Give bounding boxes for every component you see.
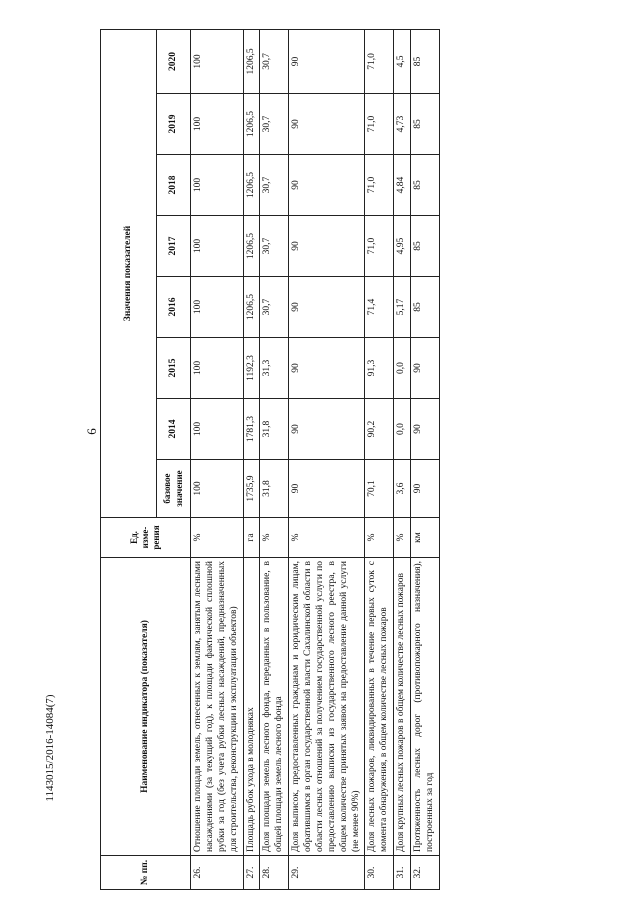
year-value-cell: 71,0 xyxy=(365,155,394,216)
year-value-cell: 1192,3 xyxy=(243,338,260,399)
year-value-cell: 4,5 xyxy=(394,29,411,93)
row-number: 26. xyxy=(191,856,244,890)
header-year: 2017 xyxy=(157,216,191,277)
year-value-cell: 100 xyxy=(191,216,244,277)
year-value-cell: 71,0 xyxy=(365,216,394,277)
year-value-cell: 30,7 xyxy=(260,155,289,216)
year-value-cell: 90 xyxy=(289,399,365,460)
year-value-cell: 85 xyxy=(411,216,440,277)
document-footer: 1143015/2016-14084(7) xyxy=(44,694,56,802)
year-value-cell: 30,7 xyxy=(260,277,289,338)
indicators-table xyxy=(100,29,440,890)
table-row xyxy=(260,29,289,889)
year-value-cell: 100 xyxy=(191,399,244,460)
row-number: 31. xyxy=(394,856,411,890)
year-value-cell: 31,3 xyxy=(260,338,289,399)
year-value-cell: 1206,5 xyxy=(243,29,260,93)
indicator-name: Доля крупных лесных пожаров в общем количестве лесных пожаров xyxy=(394,558,411,856)
table-row xyxy=(365,29,394,889)
unit-cell: % xyxy=(394,518,411,558)
indicator-name: Протяженность лесных дорог (противопожарного назначения), построенных за год xyxy=(411,558,440,856)
year-value-cell: 85 xyxy=(411,155,440,216)
table-row xyxy=(394,29,411,889)
year-value-cell: 1781,3 xyxy=(243,399,260,460)
base-value-cell: 100 xyxy=(191,460,244,518)
unit-cell: % xyxy=(191,518,244,558)
year-value-cell: 30,7 xyxy=(260,94,289,155)
year-value-cell: 100 xyxy=(191,277,244,338)
header-year: 2020 xyxy=(157,29,191,93)
year-value-cell: 91,3 xyxy=(365,338,394,399)
indicator-name: Доля лесных пожаров, ликвидированных в течение первых суток с момента обнаружения, в общем количестве лесных пожаров xyxy=(365,558,394,856)
year-value-cell: 85 xyxy=(411,94,440,155)
unit-cell: га xyxy=(243,518,260,558)
year-value-cell: 1206,5 xyxy=(243,155,260,216)
year-value-cell: 1206,5 xyxy=(243,277,260,338)
year-value-cell: 90 xyxy=(289,94,365,155)
year-value-cell: 4,73 xyxy=(394,94,411,155)
header-unit: Ед. изме- рения xyxy=(101,518,191,558)
indicator-name: Отношение площади земель, отнесенных к землям, занятым лесными насаждениями (за текущий год), к площади фактической сплошной рубки за год (без учета рубки лесных насаждений, предназначенных для строительства, реконструкции и эксплуатации объектов) xyxy=(191,558,244,856)
row-number: 32. xyxy=(411,856,440,890)
header-year: 2014 xyxy=(157,399,191,460)
year-value-cell: 85 xyxy=(411,277,440,338)
base-value-cell: 90 xyxy=(289,460,365,518)
year-value-cell: 1206,5 xyxy=(243,216,260,277)
row-number: 29. xyxy=(289,856,365,890)
year-value-cell: 100 xyxy=(191,338,244,399)
year-value-cell: 90 xyxy=(289,338,365,399)
unit-cell: км xyxy=(411,518,440,558)
table-row xyxy=(411,29,440,889)
header-year: 2015 xyxy=(157,338,191,399)
year-value-cell: 100 xyxy=(191,29,244,93)
year-value-cell: 30,7 xyxy=(260,216,289,277)
year-value-cell: 90 xyxy=(289,29,365,93)
header-no: № пп. xyxy=(101,856,191,890)
header-name: Наименование индикатора (показателя) xyxy=(101,558,191,856)
base-value-cell: 70,1 xyxy=(365,460,394,518)
header-base: базовое значение xyxy=(157,460,191,518)
year-value-cell: 4,95 xyxy=(394,216,411,277)
unit-cell: % xyxy=(260,518,289,558)
year-value-cell: 90 xyxy=(411,338,440,399)
year-value-cell: 5,17 xyxy=(394,277,411,338)
header-year: 2018 xyxy=(157,155,191,216)
header-year: 2016 xyxy=(157,277,191,338)
table-rotation-frame xyxy=(100,30,580,890)
year-value-cell: 90,2 xyxy=(365,399,394,460)
year-value-cell: 100 xyxy=(191,94,244,155)
base-value-cell: 90 xyxy=(411,460,440,518)
header-values-group: Значения показателей xyxy=(101,29,157,517)
unit-cell: % xyxy=(365,518,394,558)
year-value-cell: 0,0 xyxy=(394,399,411,460)
table-row xyxy=(289,29,365,889)
indicator-name: Площадь рубок ухода в молодняках xyxy=(243,558,260,856)
table-row xyxy=(191,29,244,889)
page-number: 6 xyxy=(83,428,99,435)
row-number: 27. xyxy=(243,856,260,890)
year-value-cell: 31,8 xyxy=(260,399,289,460)
indicator-name: Доля площади земель лесного фонда, переданных в пользование, в общей площади земель лесного фонда xyxy=(260,558,289,856)
base-value-cell: 31,8 xyxy=(260,460,289,518)
year-value-cell: 4,84 xyxy=(394,155,411,216)
indicator-name: Доля выписок, предоставленных гражданам и юридическим лицам, обратившимся в орган государственной власти Сахалинской области в области лесных отношений за получением государственной услуги по предоставлению выписки из государственного лесного реестра, в общем количестве принятых заявок на предоставление данной услуги (не менее 90%) xyxy=(289,558,365,856)
year-value-cell: 90 xyxy=(411,399,440,460)
year-value-cell: 71,4 xyxy=(365,277,394,338)
header-year: 2019 xyxy=(157,94,191,155)
year-value-cell: 90 xyxy=(289,277,365,338)
year-value-cell: 100 xyxy=(191,155,244,216)
year-value-cell: 90 xyxy=(289,155,365,216)
year-value-cell: 1206,5 xyxy=(243,94,260,155)
table-rotated-content xyxy=(100,30,580,890)
base-value-cell: 3,6 xyxy=(394,460,411,518)
row-number: 30. xyxy=(365,856,394,890)
unit-cell: % xyxy=(289,518,365,558)
year-value-cell: 0,0 xyxy=(394,338,411,399)
table-body xyxy=(191,29,440,889)
year-value-cell: 71,0 xyxy=(365,94,394,155)
base-value-cell: 1735,9 xyxy=(243,460,260,518)
row-number: 28. xyxy=(260,856,289,890)
table-row xyxy=(243,29,260,889)
year-value-cell: 90 xyxy=(289,216,365,277)
year-value-cell: 85 xyxy=(411,29,440,93)
year-value-cell: 71,0 xyxy=(365,29,394,93)
year-value-cell: 30,7 xyxy=(260,29,289,93)
